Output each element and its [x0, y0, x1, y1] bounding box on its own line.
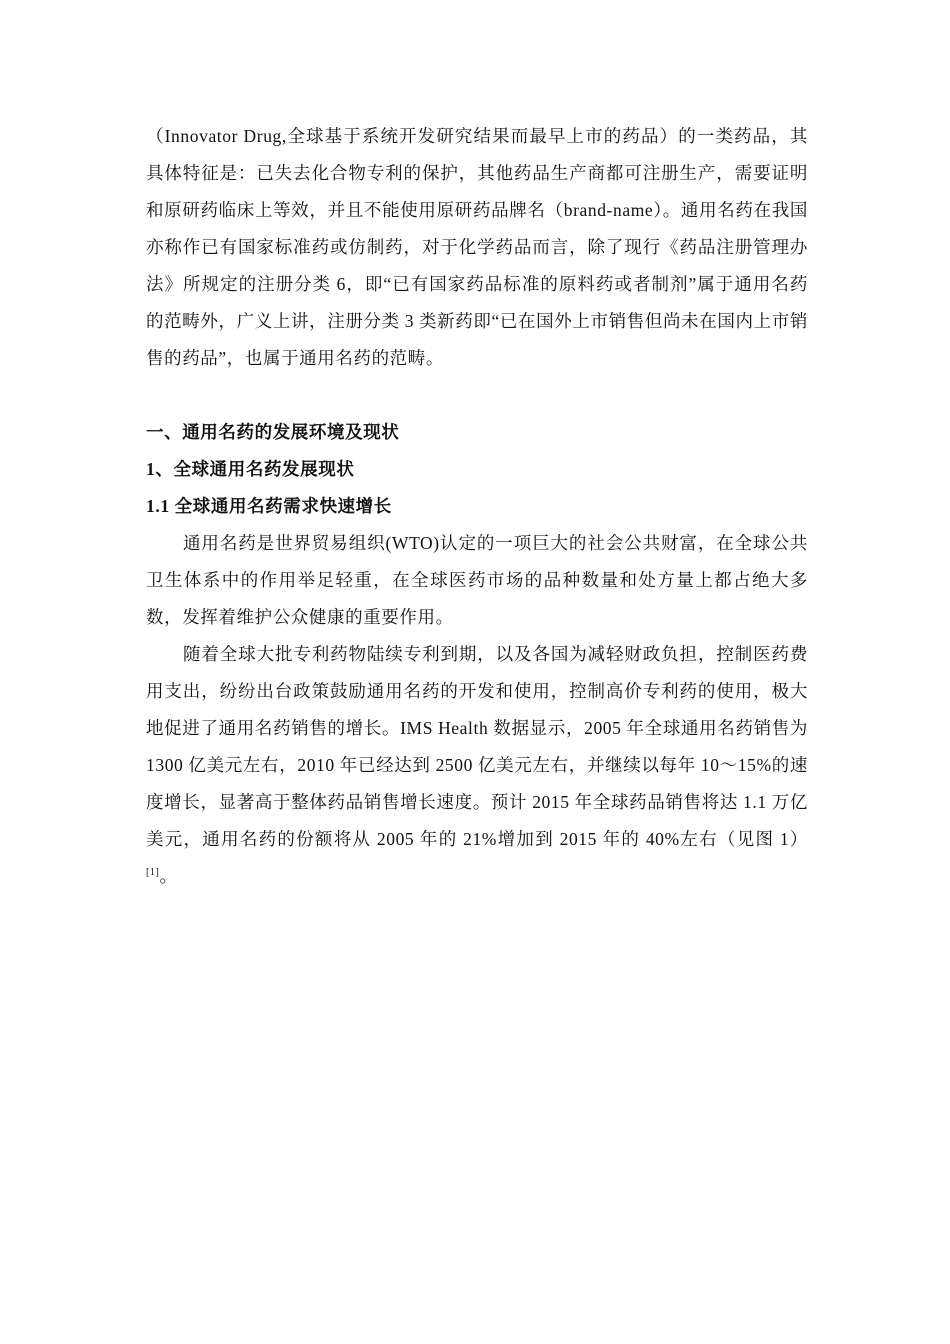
body-paragraph-2-end: 。: [159, 866, 178, 886]
citation-marker: [1]: [146, 867, 160, 879]
document-page: [146, 118, 808, 895]
subsection-heading: 1、全球通用名药发展现状: [146, 459, 355, 479]
intro-paragraph: （Innovator Drug,全球基于系统开发研究结果而最早上市的药品）的一类药品，其具体特征是：已失去化合物专利的保护，其他药品生产商都可注册生产，需要证明和原研药临床上等效，并且不能使用原研药品牌名（brand-name）。通用名药在我国亦称作已有国家标准药或仿制药，对于化学药品而言，除了现行《药品注册管理办法》所规定的注册分类 6，即“已有国家药品标准的原料药或者制剂”属于通用名药的范畴外，广义上讲，注册分类 3 类新药即“已在国外上市销售但尚未在国内上市销售的药品”，也属于通用名药的范畴。: [146, 126, 808, 368]
body-paragraph-2: [146, 636, 808, 895]
section-heading: 一、通用名药的发展环境及现状: [146, 422, 400, 442]
section-spacer: [146, 377, 808, 414]
body-paragraph-1: 通用名药是世界贸易组织(WTO)认定的一项巨大的社会公共财富，在全球公共卫生体系中的作用举足轻重，在全球医药市场的品种数量和处方量上都占绝大多数，发挥着维护公众健康的重要作用。: [146, 533, 808, 627]
body-paragraph-2-text: 随着全球大批专利药物陆续专利到期，以及各国为减轻财政负担，控制医药费用支出，纷纷出台政策鼓励通用名药的开发和使用，控制高价专利药的使用，极大地促进了通用名药销售的增长。IMS Health 数据显示，2005 年全球通用名药销售为 1300 亿美元左右，2010 年已经达到 2500 亿美元左右，并继续以每年 10～15%的速度增长，显著高于整体药品销售增长速度。预计 2015 年全球药品销售将达 1.1 万亿美元，通用名药的份额将从 2005 年的 21%增加到 2015 年的 40%左右（见图 1）: [146, 644, 808, 849]
subsubsection-heading: 1.1 全球通用名药需求快速增长: [146, 496, 392, 516]
